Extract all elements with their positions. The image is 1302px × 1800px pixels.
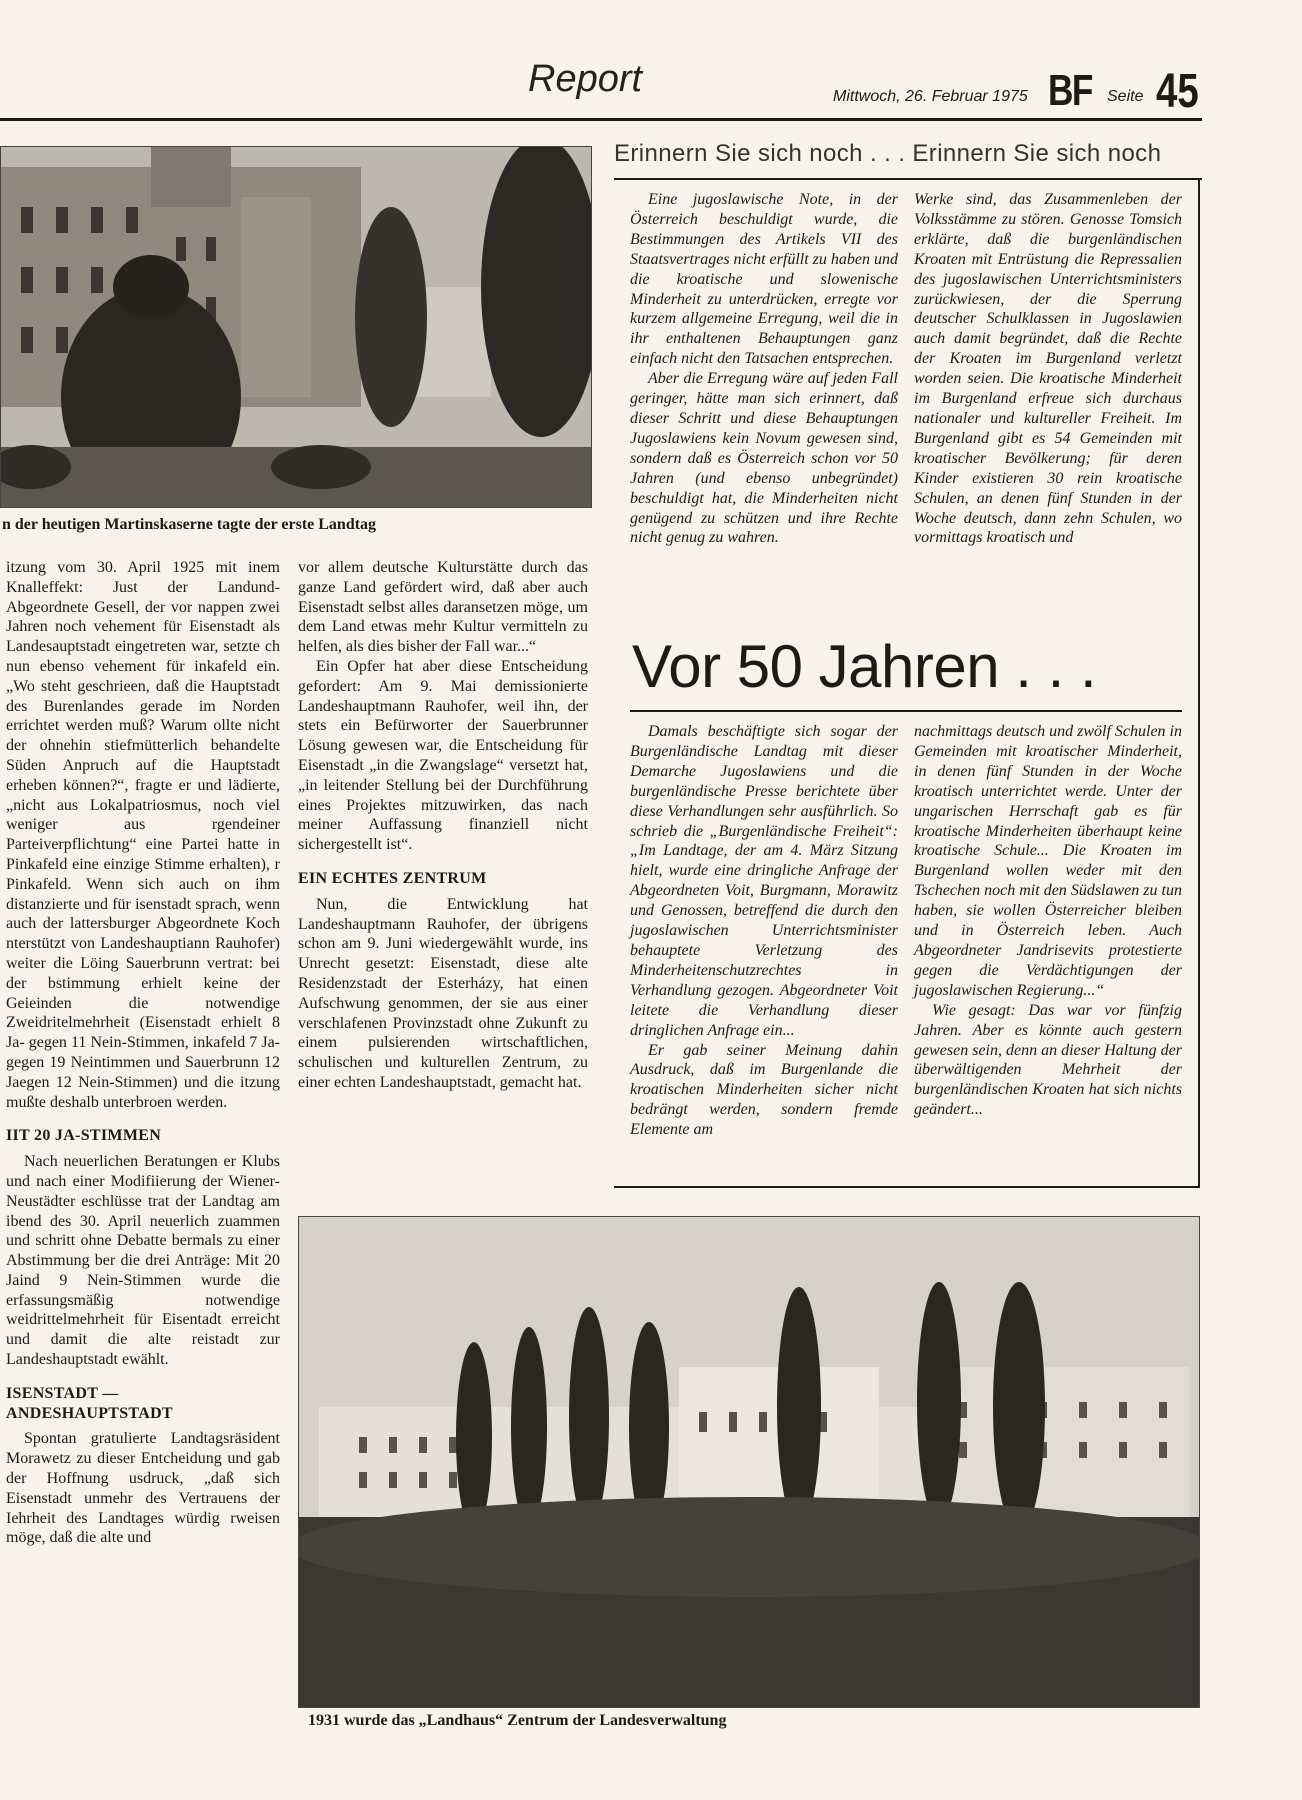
- box-paragraph: Er gab seiner Meinung dahin Ausdruck, daß im Burgenlande die kroatischen Minderheiten sicher nicht bedrängt werden, sondern fremde Elemente am: [630, 1041, 898, 1139]
- subhead-eisenstadt: ISENSTADT —: [6, 1384, 119, 1402]
- box-column: [914, 722, 1182, 1120]
- header-rule: [0, 118, 1202, 121]
- box-paragraph: Eine jugoslawische Note, in der Österreich beschuldigt wurde, die Bestimmungen des Artikels VII des Staatsvertrages nicht erfüllt zu haben und die kroatische und slowenische Minderheit zu unterdrücken, erregte vor kurzem allgemeine Erregung, weil die in ihr enthaltenen Behauptungen ganz einfach nicht den Tatsachen entsprechen.: [630, 191, 898, 368]
- subhead-landeshauptstadt: ANDESHAUPTSTADT: [6, 1404, 173, 1422]
- article-paragraph: Nun, die Entwicklung hat Landeshauptmann Rauhofer, der übrigens schon am 9. Juni wiedergewählt wurde, ins Unrecht gesetzt: Eisenstadt, diese alte Residenzstadt der Esterházy, hat einen Aufschwung genommen, der sie aus einer verschlafenen Provinzstadt ohne Zukunft zu einem pulsierenden wirtschaftlichen, schulischen und kulturellen Zentrum, zu einer echten Landeshauptstadt, gemacht hat.: [298, 895, 588, 1091]
- box-title: Erinnern Sie sich noch . . . Erinnern Sie sich noch: [614, 140, 1162, 167]
- page-number: 45: [1156, 65, 1199, 118]
- article-paragraph: vor allem deutsche Kulturstätte durch das ganze Land gefördert wird, daß aber auch Eisenstadt selbst alles daransetzen möge, um dem Land etwas mehr Kultur vermitteln zu helfen, als dies bisher der Fall war...“: [298, 559, 588, 656]
- box-rule: [630, 710, 1182, 712]
- box-paragraph: Damals beschäftigte sich sogar der Burgenländische Landtag mit dieser Demarche Jugoslawiens und die burgenländische Presse berichtete über diese Verhandlungen sehr ausführlich. So schrieb die „Burgenländische Freiheit“: „Im Landtage, der am 4. März Sitzung hielt, wurde eine dringliche Anfrage der Abgeordneten Voit, Burgmann, Morawitz und Genossen, betreffend die durch den jugoslawischen Unterrichtsminister behauptete Verletzung des Minderheitenschutzrechtes in Verhandlung gezogen. Abgeordneter Voit leitete die Verhandlung dieser dringlichen Anfrage ein...: [630, 723, 898, 1039]
- box-border: [614, 1186, 1200, 1188]
- box-paragraph: Wie gesagt: Das war vor fünfzig Jahren. Aber es könnte auch gestern gewesen sein, denn an dieser Haltung der überwältigenden Mehrheit der burgenländischen Kroaten hat sich nichts geändert...: [914, 1001, 1182, 1119]
- box-column: [914, 190, 1182, 548]
- bottom-photo-caption: 1931 wurde das „Landhaus“ Zentrum der Landesverwaltung: [308, 1712, 727, 1729]
- box-column: [630, 190, 898, 548]
- page-label: Seite: [1107, 88, 1144, 105]
- box-paragraph: Aber die Erregung wäre auf jeden Fall geringer, hätte man sich erinnert, daß dieser Schritt und diese Behauptungen Jugoslawiens kein Novum gewesen sind, sondern daß es Österreich schon vor 50 Jahren (und ebenso unbegründet) beschuldigt hat, die Minderheiten nicht genügend zu schützen und ihre Rechte nicht genug zu wahren.: [630, 370, 898, 547]
- article-paragraph: Nach neuerlichen Beratungen er Klubs und nach einer Modifiierung der Wiener-Neustädter eschlüsse trat der Landtag am ibend des 30. April neuerlich zuammen und schritt ohne Debatte bermals zu einer Abstimmung ber die drei Anträge: Mit 20 Jaind 9 Nein-Stimmen wurde die erfassungsmäßig notwendige weidrittelmehrheit für Eisentadt erreicht und damit die alte reistadt zur Landeshauptstadt ewählt.: [6, 1153, 280, 1369]
- article-paragraph: Spontan gratulierte Landtagsräsident Morawetz zu dieser Entcheidung und gab der Hoffnung usdruck, „daß sich Eisenstadt unmehr des Vertrauens der Iehrheit des Landtages würdig rweisen möge, daß die alte und: [6, 1430, 280, 1547]
- landhaus-photo: [298, 1216, 1200, 1708]
- newspaper-logo: BF: [1048, 66, 1092, 115]
- martinskaserne-photo: [0, 146, 592, 508]
- section-title: Report: [528, 58, 643, 100]
- issue-date: Mittwoch, 26. Februar 1975: [833, 88, 1028, 105]
- subhead-ja-stimmen: IIT 20 JA-STIMMEN: [6, 1127, 162, 1145]
- article-column-left: [6, 558, 280, 1548]
- box-paragraph: nachmittags deutsch und zwölf Schulen in Gemeinden mit kroatischer Minderheit, in denen fünf Stunden in der Woche kroatisch unterrichtet werde. Unter der ungarischen Herrschaft gab es für kroatische Minderheiten überhaupt keine kroatische Schule... Die Kroaten im Burgenland wollen weder mit den Tschechen noch mit den Südslawen zu tun haben, sie wollen Österreicher bleiben und in Österreich leben. Auch Abgeordneter Jandrisevits protestierte gegen die Verdächtigungen der jugoslawischen Regierung...“: [914, 723, 1182, 999]
- box-rule: [614, 178, 1202, 180]
- article-paragraph: itzung vom 30. April 1925 mit inem Knalleffekt: Just der Landund-Abgeordnete Gesell, der vor nappen zwei Jahren noch vehement für Eisenstadt als Landesauptstadt eingetreten war, setzte ch nun ebenso vehement für inkafeld ein. „Wo steht geschrieen, daß die Hauptstadt des Burenlandes gerade im Norden errichtet werden muß? Warum ollte nicht der ohnehin stiefmütterlich behandelte Süden Anpruch auf die Hauptstadt erheben können?“, fragte er und lädierte, „nicht aus Lokalpatriosmus, noch viel weniger aus rgendeiner Parteiverpflichtung“ eine Partei hatte in Pinkafeld eine einzige Stimme erhalten), r Pinkafeld. Wenn sich auch on ihm distanzierte und für isenstadt sprach, wenn auch der lattersburger Abgeordnete Koch nterstützt von Landeshauptiann Rauhofer) weiter die Löing Sauerbrunn vertrat: bei der bstimmung erhielt keine der Geieinden die notwendige Zweidritelmehrheit (Eisenstadt erhielt 8 Ja- gegen 11 Nein-Stimmen, inkafeld 7 Ja- gegen 19 Neintimmen und Sauerbrunn 12 Jaegen 12 Nein-Stimmen) und die itzung mußte deshalb unterbroen werden.: [6, 559, 280, 1111]
- box-column: [630, 722, 898, 1140]
- article-paragraph: Ein Opfer hat aber diese Entscheidung gefordert: Am 9. Mai demissionierte Landeshauptmann Rauhofer, weil ihn, der stets ein Befürworter der Sauerbrunner Lösung gewesen war, die Entscheidung für Eisenstadt „in die Zwangslage“ versetzt hat, „in leitender Stellung bei der Durchführung eines Projektes mitzuwirken, das nach meiner Auffassung finanziell nicht sichergestellt ist“.: [298, 657, 588, 854]
- box-border: [1198, 178, 1200, 1188]
- top-photo-caption: n der heutigen Martinskaserne tagte der erste Landtag: [2, 516, 377, 533]
- box-headline: Vor 50 Jahren . . .: [632, 633, 1097, 700]
- subhead-echtes-zentrum: EIN ECHTES ZENTRUM: [298, 869, 487, 887]
- box-paragraph: Werke sind, das Zusammenleben der Volksstämme zu stören. Genosse Tomsich erklärte, daß die burgenländischen Kroaten mit Entrüstung die Repressalien des jugoslawischen Unterrichtsministers zurückwiesen, der die Sperrung deutscher Schulklassen in Jugoslawien auch damit begründet, daß die Rechte der Kroaten im Burgenland verletzt worden seien. Die kroatische Minderheit im Burgenland erfreue sich durchaus nationaler und kultureller Freiheit. Im Burgenland gibt es 54 Gemeinden mit kroatischer Bevölkerung; für deren Kinder existieren 30 rein kroatische Schulen, an denen fünf Stunden in der Woche deutsch, dann zehn Schulen, wo vormittags kroatisch und: [914, 191, 1182, 547]
- article-column-middle: [298, 558, 588, 1093]
